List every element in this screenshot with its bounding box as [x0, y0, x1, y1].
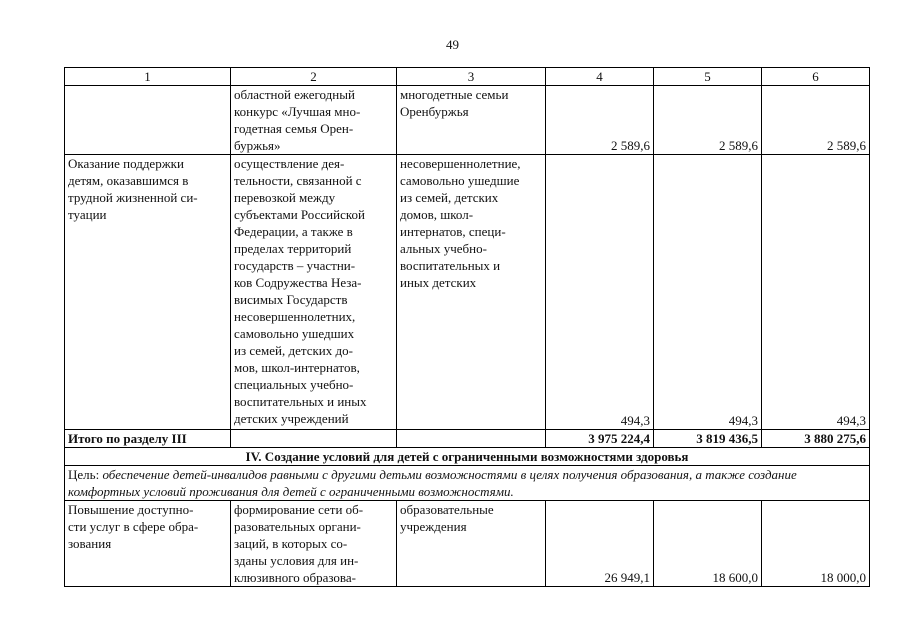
total-value-4: 3 975 224,4: [546, 430, 654, 448]
header-cell: 4: [546, 68, 654, 86]
empty-cell: [231, 430, 397, 448]
total-row: [65, 430, 870, 448]
row-value-6: 2 589,6: [762, 86, 870, 155]
header-cell: 5: [654, 68, 762, 86]
table-row: [65, 155, 870, 430]
total-label: Итого по разделу III: [65, 430, 231, 448]
goal-text: обеспечение детей-инвалидов равными с другими детьми возможностями в целях получения образования, а также создание комфортных условий проживания для детей с ограниченными возможностями.: [68, 467, 797, 499]
page-number: 49: [446, 37, 459, 52]
goal-cell: [65, 466, 870, 501]
row-value-4: 494,3: [546, 155, 654, 430]
row-value-5: 2 589,6: [654, 86, 762, 155]
row-event-cell: формирование сети об- разовательных органи- заций, в которых со- зданы условия для ин- клюзивного образова-: [231, 501, 397, 587]
row-event-cell: осуществление дея- тельности, связанной с перевозкой между субъектами Российской Федерации, а также в пределах территорий государств – участни- ков Содружества Неза- висимых Государств несовершеннолетних, самовольно ушедших из семей, детских до- мов, школ-интернатов, специальных учебно- воспитательных и иных детских учреждений: [231, 155, 397, 430]
row-value-6: 18 000,0: [762, 501, 870, 587]
row-recipient-cell: многодетные семьи Оренбуржья: [397, 86, 546, 155]
header-cell: 3: [397, 68, 546, 86]
table-row: [65, 501, 870, 587]
header-cell: 1: [65, 68, 231, 86]
row-recipient-cell: несовершеннолетние, самовольно ушедшие из семей, детских домов, школ- интернатов, специ- альных учебно- воспитательных и иных детских: [397, 155, 546, 430]
section-title-row: [65, 448, 870, 466]
row-value-6: 494,3: [762, 155, 870, 430]
row-measure-cell: Оказание поддержки детям, оказавшимся в трудной жизненной си- туации: [65, 155, 231, 430]
row-value-5: 18 600,0: [654, 501, 762, 587]
table-header-row: [65, 68, 870, 86]
header-cell: 2: [231, 68, 397, 86]
budget-table: [64, 67, 870, 587]
goal-row: [65, 466, 870, 501]
goal-prefix: Цель:: [68, 467, 103, 482]
row-recipient-cell: образовательные учреждения: [397, 501, 546, 587]
row-measure-cell: [65, 86, 231, 155]
row-value-4: 26 949,1: [546, 501, 654, 587]
header-cell: 6: [762, 68, 870, 86]
table-row: [65, 86, 870, 155]
row-value-4: 2 589,6: [546, 86, 654, 155]
empty-cell: [397, 430, 546, 448]
total-value-5: 3 819 436,5: [654, 430, 762, 448]
section-title: IV. Создание условий для детей с ограниченными возможностями здоровья: [65, 448, 870, 466]
row-measure-cell: Повышение доступно- сти услуг в сфере обра- зования: [65, 501, 231, 587]
row-event-cell: областной ежегодный конкурс «Лучшая мно- годетная семья Орен- буржья»: [231, 86, 397, 155]
row-value-5: 494,3: [654, 155, 762, 430]
total-value-6: 3 880 275,6: [762, 430, 870, 448]
